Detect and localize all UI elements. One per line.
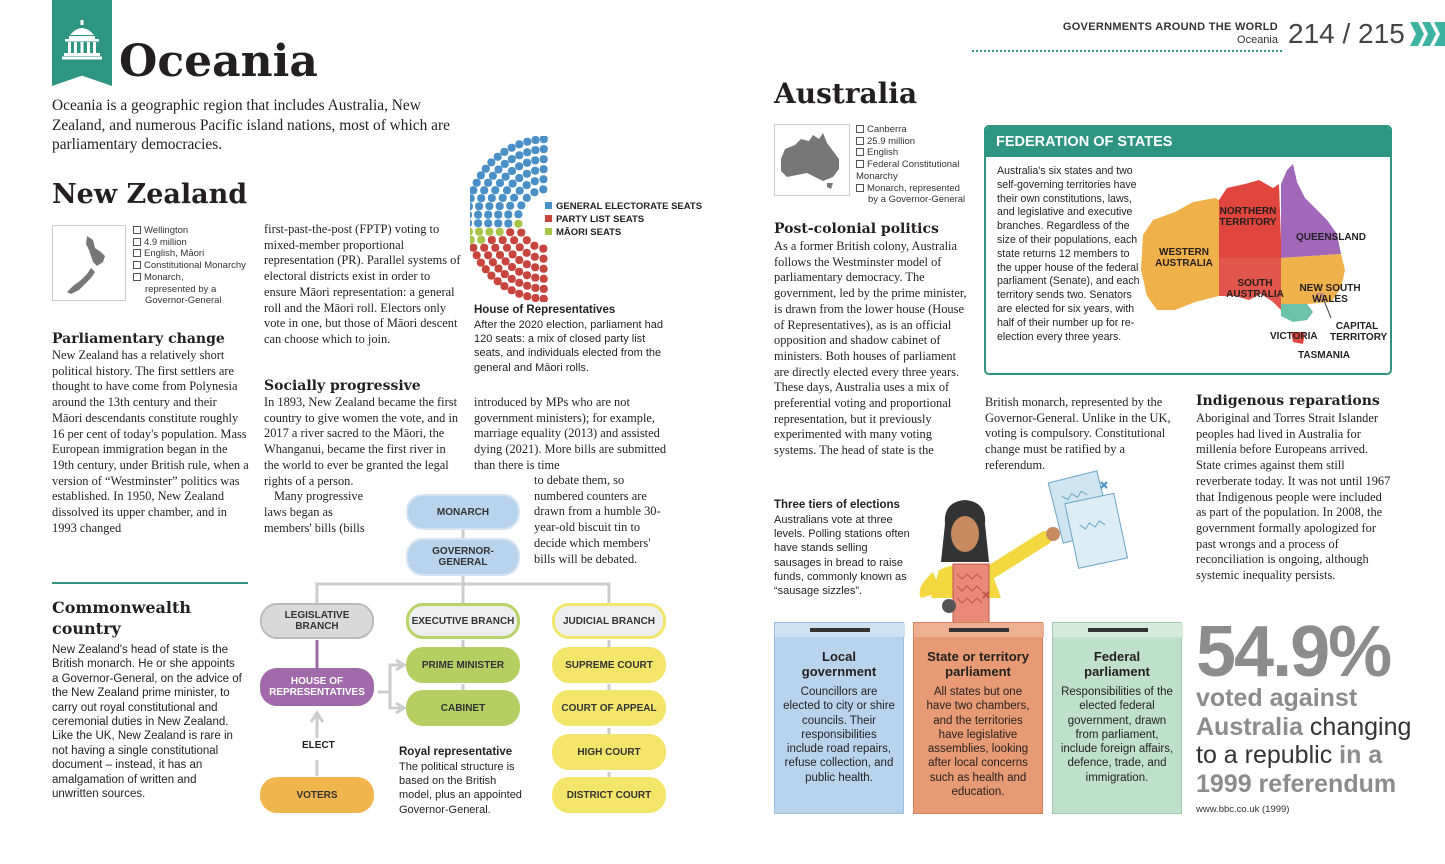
seat	[496, 228, 504, 236]
court-of-appeal-node: COURT OF APPEAL	[552, 690, 666, 726]
seat	[489, 258, 497, 266]
seat	[470, 186, 477, 194]
high-court-node: HIGH COURT	[552, 734, 666, 770]
seat	[540, 136, 548, 143]
parl-legend	[545, 200, 702, 239]
seat	[531, 284, 539, 292]
seat	[532, 136, 540, 144]
seat	[508, 263, 516, 271]
seat	[504, 220, 512, 228]
map-label-qld: QUEENSLAND	[1296, 232, 1367, 243]
local-government-box: Local government Councillors are elected to city or shire councils. Their responsibilities include road repairs, refuse collection, and public health.	[774, 622, 904, 814]
seat	[517, 201, 525, 209]
seat	[473, 251, 481, 259]
seat	[540, 175, 548, 183]
seat	[495, 166, 503, 174]
seat	[523, 181, 531, 189]
voters-node: VOTERS	[260, 777, 374, 813]
seat	[484, 179, 492, 187]
parl-change-heading: Parliamentary change	[52, 331, 225, 347]
government-type-icon	[133, 261, 141, 269]
seat	[500, 282, 508, 290]
state-parliament-box: State or territory parliament All states but one have two chambers, and the territories have legislative assemblies, looking after local concerns such as health and education.	[913, 622, 1043, 814]
seat	[540, 145, 548, 153]
stat-value: 54.9%	[1196, 612, 1391, 692]
seat	[494, 211, 502, 219]
seat	[477, 259, 485, 267]
district-court-node: DISTRICT COURT	[552, 777, 666, 813]
seat	[515, 268, 523, 276]
seat	[514, 210, 522, 218]
seat	[499, 236, 507, 244]
seat	[473, 179, 481, 187]
nz-facts: Wellington 4.9 million English, Māori Constitutional Monarchy Monarch, represented by a Governor-General	[133, 225, 246, 307]
seat	[480, 244, 488, 252]
seat	[515, 290, 523, 298]
house-node: HOUSE OF REPRESENTATIVES	[260, 668, 374, 706]
seat	[488, 194, 496, 202]
seat	[515, 151, 523, 159]
seat	[484, 251, 492, 259]
post-colonial-text: As a former British colony, Australia follows the Westminster model of parliamentary democracy. The government, led by the prime minister, is drawn from the lower house (House of Representatives), as is an official opposition and shadow cabinet of ministers. Both houses of parliament are directly elected every three years. These days, Australia uses a mix of preferential voting and proportional representation, but it previously experimented with many voting systems. The head of state is the	[774, 239, 967, 458]
seat	[516, 243, 524, 251]
seat	[516, 187, 524, 195]
seat	[523, 148, 531, 156]
seat	[523, 138, 531, 146]
federation-title-bar: FEDERATION OF STATES	[986, 127, 1390, 157]
capital-city-icon	[133, 226, 141, 234]
seat	[487, 158, 495, 166]
nz-col3-tail: to debate them, so numbered counters are drawn from a humble 30-year-old biscuit tin to decide which members' bills will be debated.	[534, 473, 661, 566]
seat	[487, 272, 495, 280]
seat	[501, 160, 509, 168]
australia-title: Australia	[774, 77, 918, 110]
legend-maori: MĀORI SEATS	[545, 226, 702, 239]
vic-region	[1281, 304, 1313, 322]
seat	[531, 156, 539, 164]
seat	[523, 249, 531, 257]
legend-general: GENERAL ELECTORATE SEATS	[545, 200, 702, 213]
seat	[470, 194, 475, 202]
seat	[539, 185, 547, 193]
woman-voter-icon	[920, 500, 1061, 626]
seat	[494, 277, 502, 285]
seat	[514, 220, 522, 228]
seat	[540, 285, 548, 293]
voter-illustration	[905, 462, 1137, 642]
page-chevrons-icon	[1410, 22, 1445, 46]
seat	[532, 294, 540, 302]
seat	[500, 148, 508, 156]
royal-text: The political structure is based on the British model, plus an appointed Governor-General.	[399, 761, 522, 816]
seat	[531, 263, 539, 271]
legislative-node: LEGISLATIVE BRANCH	[260, 603, 374, 639]
seat	[484, 219, 492, 227]
seat	[477, 194, 485, 202]
head-of-state-icon	[133, 273, 141, 281]
seat	[494, 153, 502, 161]
seat	[539, 245, 547, 253]
post-colonial-heading: Post-colonial politics	[774, 221, 939, 237]
parliament-seat-chart	[470, 136, 550, 302]
seat	[477, 171, 485, 179]
seat	[470, 211, 472, 219]
seat	[523, 282, 531, 290]
seat	[470, 219, 472, 227]
population-icon	[133, 238, 141, 246]
seat	[515, 162, 523, 170]
cabinet-node: CABINET	[406, 690, 520, 726]
capitol-building-icon	[61, 20, 103, 60]
seat	[540, 155, 548, 163]
map-label-nt: NORTHERN TERRITORY	[1219, 206, 1277, 228]
prime-minister-node: PRIME MINISTER	[406, 647, 520, 683]
seat	[495, 265, 503, 273]
seat	[503, 186, 511, 194]
nz-col2-text: first-past-the-post (FPTP) voting to mixed-member proportional representation (PR). Parallel systems of electoral districts exist in order to ensure Māori representation: a general roll and the Māori roll. Electors only vote in one, but those of Māori descent can choose which to join.	[264, 222, 461, 346]
seat	[485, 202, 493, 210]
nz-title: New Zealand	[52, 179, 248, 210]
seat	[515, 174, 523, 182]
seat	[523, 194, 531, 202]
seat	[531, 177, 539, 185]
seat	[523, 292, 531, 300]
seat	[509, 180, 517, 188]
seat	[502, 173, 510, 181]
seat	[540, 255, 548, 263]
seat	[480, 186, 488, 194]
au-facts: Canberra 25.9 million English Federal Constitutional Monarchy Monarch, represented by a Governor-General	[856, 124, 966, 206]
stat-caption: voted against Australia changing to a republic in a 1999 referendum	[1196, 684, 1412, 798]
ballot-papers-icon	[1048, 471, 1127, 568]
seat	[470, 244, 477, 252]
seat	[488, 236, 496, 244]
federation-text: Australia's six states and two self-governing territories have their own constitutions, laws, and legislative and executive branches. Regardless of the size of their populations, each state returns 12 members to the upper house of the federal parliament (Senate), and each territory sends two. Senators are elected for six years, with half of their number up for re-election every three years.	[997, 165, 1140, 343]
seat	[530, 188, 538, 196]
seat	[515, 256, 523, 264]
seat	[470, 203, 473, 211]
indigenous-text: Aboriginal and Torres Strait Islander peoples had lived in Australia for millenia before Europeans arrived. State crimes against them still reverberate today. It was not until 1967 that Indigenous people were included as part of the population. In 2008, the government formally apologized for past wrongs and a process of reconciliation is ongoing, although systemic inequality persists.	[1196, 411, 1391, 583]
seat	[470, 228, 473, 236]
supreme-court-node: SUPREME COURT	[552, 647, 666, 683]
header-rule	[972, 50, 1282, 52]
governor-general-node: GOVERNOR-GENERAL	[406, 538, 520, 576]
seat	[503, 244, 511, 252]
language-icon	[133, 249, 141, 257]
seat	[494, 219, 502, 227]
au-map-thumbnail	[774, 124, 850, 196]
seat	[477, 236, 485, 244]
seat	[504, 211, 512, 219]
legend-party-list: PARTY LIST SEATS	[545, 213, 702, 226]
seat	[531, 253, 539, 261]
seat	[506, 228, 514, 236]
executive-node: EXECUTIVE BRANCH	[406, 603, 520, 639]
map-label-wa: WESTERN AUSTRALIA	[1155, 247, 1213, 269]
seat	[508, 286, 516, 294]
seat	[523, 236, 531, 244]
seat	[474, 219, 482, 227]
seat	[470, 236, 475, 244]
seat	[523, 260, 531, 268]
seat	[482, 265, 490, 273]
seat	[484, 211, 492, 219]
running-header	[1040, 20, 1278, 47]
seat	[491, 244, 499, 252]
seat	[508, 167, 516, 175]
seat	[531, 274, 539, 282]
nz-col3-text: introduced by MPs who are not government ministers); for example, marriage equality (2013) and assisted dying (2021). More bills are submitted than there is time	[474, 395, 667, 472]
seat	[530, 242, 538, 250]
seat	[510, 236, 518, 244]
commonwealth-divider	[52, 582, 248, 584]
seat	[485, 228, 493, 236]
parl-change-text: New Zealand has a relatively short political history. The first settlers are thought to have come from Polynesia around the 13th century and their Māori descendants constitute roughly 16 per cent of today's population. Mass European immigration began in the 19th century, under British rule, when a version of “Westminster” politics was established. In 1950, New Zealand dissolved its upper chamber, and in 1993 changed	[52, 348, 249, 535]
monarch-node: MONARCH	[406, 494, 520, 530]
qld-region	[1281, 164, 1341, 258]
seat	[531, 167, 539, 175]
seat	[509, 250, 517, 258]
seat	[523, 271, 531, 279]
seat	[540, 295, 548, 302]
seat	[496, 251, 504, 259]
map-label-sa: SOUTH AUSTRALIA	[1226, 278, 1284, 300]
indigenous-heading: Indigenous reparations	[1196, 393, 1380, 409]
house-heading: House of Representatives	[474, 304, 616, 316]
seat	[496, 202, 504, 210]
section-banner	[52, 0, 112, 86]
seat	[508, 144, 516, 152]
social-text: In 1893, New Zealand became the first country to give women the vote, and in 2017 a river sacred to the Māori, the Whanganui, became the first river in the world to ever be granted the legal rights of a person. Many progressive laws began as members' bills (bills	[264, 395, 459, 535]
seat	[508, 155, 516, 163]
seat	[540, 165, 548, 173]
seat	[515, 140, 523, 148]
social-heading: Socially progressive	[264, 378, 421, 394]
stat-source: www.bbc.co.uk (1999)	[1196, 804, 1290, 815]
seat	[475, 228, 483, 236]
seat	[482, 165, 490, 173]
subsection-name: Oceania	[1237, 34, 1278, 46]
seat	[540, 265, 548, 273]
seat	[515, 279, 523, 287]
nz-outline-icon	[53, 226, 125, 300]
au-outline-icon	[775, 125, 849, 195]
seat	[506, 202, 514, 210]
seat	[510, 194, 518, 202]
page-numbers: 214 / 215	[1288, 18, 1405, 49]
seat	[501, 270, 509, 278]
post-colonial-cont: British monarch, represented by the Governor-General. Unlike in the UK, voting is compulsory. Constitutional change must be ratified by a referendum.	[985, 395, 1171, 472]
commonwealth-heading: Commonwealth country	[52, 598, 191, 638]
seat	[540, 275, 548, 283]
map-label-tas: TASMANIA	[1298, 350, 1351, 361]
seat	[531, 146, 539, 154]
seat	[523, 159, 531, 167]
royal-heading: Royal representative	[399, 746, 513, 758]
tiers-text: Australians vote at three levels. Polling stations often have stands selling sausages in bread to raise funds, commonly known as “sausage sizzles”.	[774, 514, 910, 598]
tiers-heading: Three tiers of elections	[774, 499, 900, 511]
commonwealth-text: New Zealand's head of state is the British monarch. He or she appoints a Governor-General, on the advice of the New Zealand prime minister, to carry out royal constitutional and ceremonial duties in New Zealand. Like the UK, New Zealand is rare in not having a single constitutional document – instead, it has an amalgamation of written and unwritten sources.	[52, 644, 242, 801]
seat	[502, 257, 510, 265]
map-label-act: CAPITAL TERRITORY	[1330, 321, 1388, 343]
house-text: After the 2020 election, parliament had 120 seats: a mix of closed party list seats, and individuals elected from the general and Māori rolls.	[474, 319, 663, 374]
seat	[474, 211, 482, 219]
intro-text: Oceania is a geographic region that includes Australia, New Zealand, and numerous Pacific island nations, most of which are parliamentary democracies.	[52, 97, 450, 153]
seat	[496, 179, 504, 187]
seat	[489, 172, 497, 180]
seat	[508, 275, 516, 283]
federal-parliament-box: Federal parliament Responsibilities of the elected federal government, drawn from parliament, include foreign affairs, defence, trade, and immigration.	[1052, 622, 1182, 814]
map-label-vic: VICTORIA	[1270, 331, 1318, 342]
seat	[523, 170, 531, 178]
judicial-node: JUDICIAL BRANCH	[552, 603, 666, 639]
seat	[517, 229, 525, 237]
elect-label: ELECT	[302, 740, 335, 751]
nz-map-thumbnail	[52, 225, 126, 301]
seat	[499, 194, 507, 202]
seat	[491, 186, 499, 194]
page-title: Oceania	[119, 36, 318, 87]
seat	[475, 202, 483, 210]
map-label-nsw: NEW SOUTH WALES	[1299, 283, 1361, 305]
section-name: GOVERNMENTS AROUND THE WORLD	[1062, 21, 1278, 33]
